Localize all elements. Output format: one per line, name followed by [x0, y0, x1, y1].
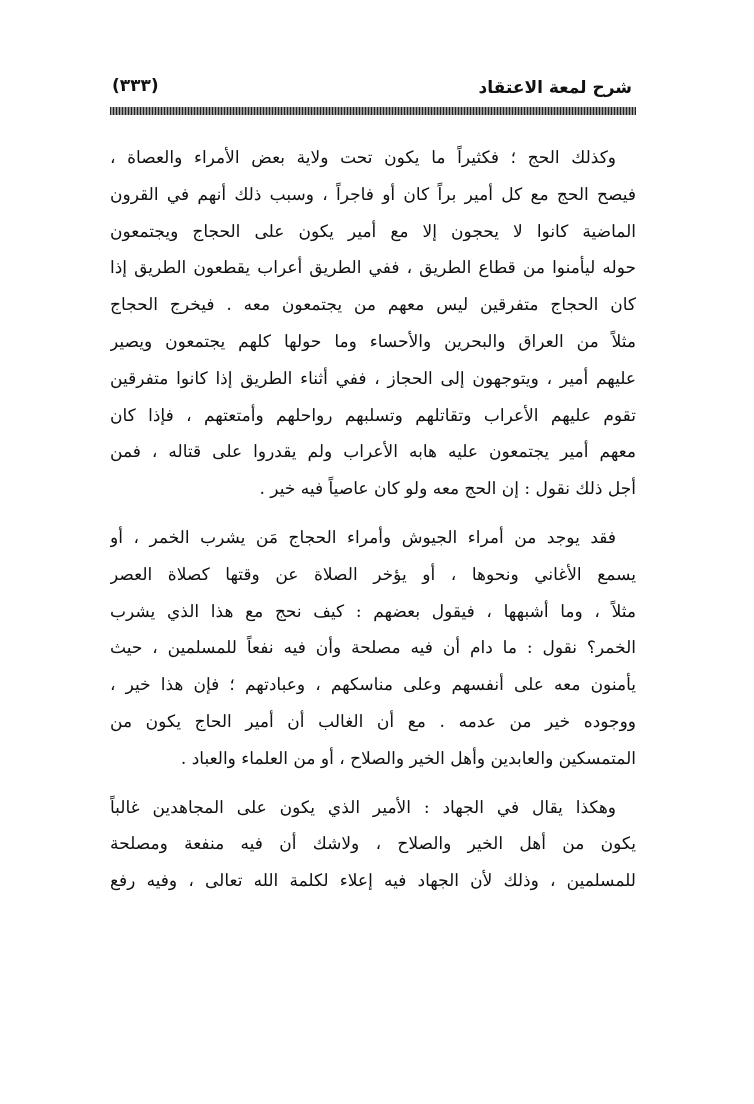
- text-line: وكذلك الحج ؛ فكثيراً ما يكون تحت ولاية بعض الأمراء والعصاة ،: [110, 148, 616, 168]
- text-line: فقد يوجد من أمراء الجيوش وأمراء الحجاج مَن يشرب الخمر ، أو: [110, 527, 616, 548]
- text-line: حوله ليأمنوا من قطاع الطريق ، ففي الطريق أعراب يقطعون الطريق إذا: [110, 258, 636, 279]
- text-line: تقوم عليهم الأعراب وتقاتلهم وتسلبهم رواحلهم وأمتعتهم ، فإذا كان: [110, 405, 636, 426]
- text-line: يسمع الأغاني ونحوها ، أو يؤخر الصلاة عن وقتها كصلاة العصر: [110, 564, 636, 585]
- text-line: مثلاً من العراق والبحرين والأحساء وما حولها كلهم يجتمعون ويصير: [110, 331, 636, 352]
- header-rule: [110, 107, 636, 115]
- paragraph-gap: [110, 508, 636, 520]
- text-line: الماضية كانوا لا يحجون إلا مع أمير يكون على الحجاج ويجتمعون: [110, 221, 636, 242]
- paragraph-gap: [110, 778, 636, 790]
- running-header: [112, 74, 632, 104]
- text-line: ووجوده خير من عدمه . مع أن الغالب أن أمير الحاج يكون من: [110, 711, 636, 732]
- text-line: مثلاً ، وما أشبهها ، فيقول بعضهم : كيف نحج مع هذا الذي يشرب: [110, 601, 636, 622]
- text-line: للمسلمين ، وذلك لأن الجهاد فيه إعلاء لكلمة الله تعالى ، وفيه رفع: [110, 871, 636, 892]
- text-line: عليهم أمير ، ويتوجهون إلى الحجاز ، ففي أثناء الطريق إذا كانوا متفرقين: [110, 368, 636, 389]
- book-title: شرح لمعة الاعتقاد: [478, 78, 632, 98]
- body-text: [110, 140, 636, 900]
- text-line: معهم أمير يجتمعون عليه هابه الأعراب ولم يقدروا على قتاله ، فمن: [110, 442, 636, 463]
- paragraph: [110, 790, 636, 900]
- text-line: المتمسكين والعابدين وأهل الخير والصلاح ، أو من العلماء والعباد .: [180, 748, 636, 769]
- paragraph: [110, 520, 636, 778]
- text-line: يكون من أهل الخير والصلاح ، ولاشك أن فيه منفعة ومصلحة: [110, 834, 636, 855]
- text-line: أجل ذلك نقول : إن الحج معه ولو كان عاصياً فيه خير .: [259, 479, 636, 500]
- paragraph: [110, 140, 636, 508]
- text-line: كان الحجاج متفرقين ليس معهم من يجتمعون معه . فيخرج الحجاج: [110, 295, 636, 316]
- page-number: (٣٣٣): [112, 76, 159, 96]
- text-line: وهكذا يقال في الجهاد : الأمير الذي يكون على المجاهدين غالباً: [110, 797, 616, 818]
- text-line: فيصح الحج مع كل أمير براً كان أو فاجراً ، وسبب ذلك أنهم في القرون: [110, 184, 636, 205]
- text-line: يأمنون معه على أنفسهم وعلى مناسكهم ، وعبادتهم ؛ فإن هذا خير ،: [110, 675, 636, 696]
- text-line: الخمر؟ نقول : ما دام أن فيه مصلحة وأن فيه نفعاً للمسلمين ، حيث: [110, 638, 636, 659]
